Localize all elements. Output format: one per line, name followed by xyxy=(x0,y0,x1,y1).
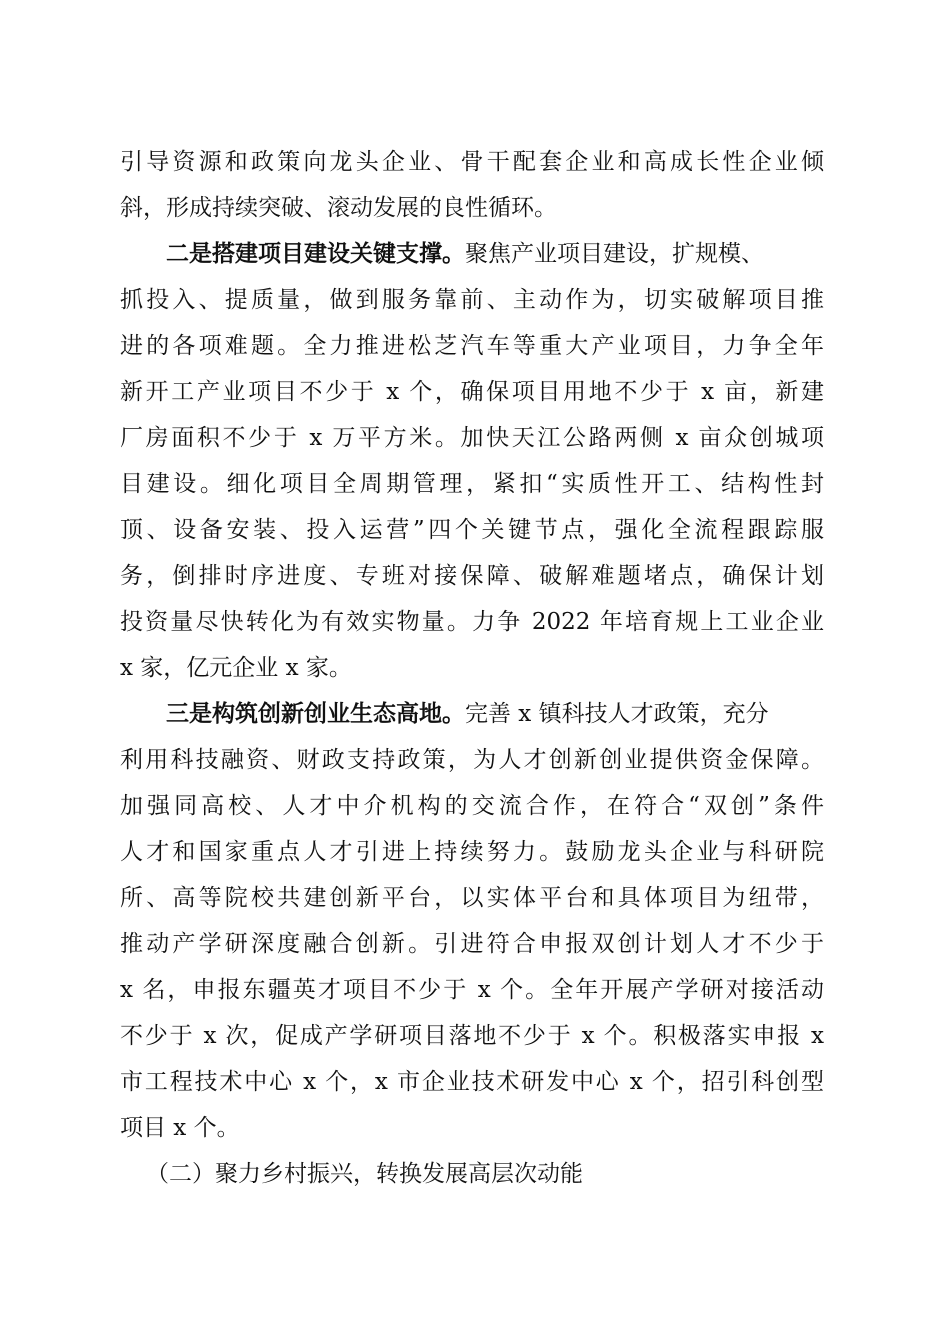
paragraph-2-line: 顶、设备安装、投入运营”四个关键节点，强化全流程跟踪服 xyxy=(120,517,824,543)
paragraph-2-line: 厂房面积不少于 x 万平方米。加快天江公路两侧 x 亩众创城项 xyxy=(120,425,824,451)
paragraph-2-first-line-text: 聚焦产业项目建设，扩规模、 xyxy=(465,241,764,267)
paragraph-2-line: 投资量尽快转化为有效实物量。力争 2022 年培育规上工业企业 xyxy=(120,609,824,635)
paragraph-3-line: 人才和国家重点人才引进上持续努力。鼓励龙头企业与科研院 xyxy=(120,839,824,865)
section-heading: （二）聚力乡村振兴，转换发展高层次动能 xyxy=(146,1161,583,1187)
paragraph-3-first-line xyxy=(166,691,769,737)
paragraph-1-line-2: 斜，形成持续突破、滚动发展的良性循环。 xyxy=(120,195,557,221)
paragraph-2-first-line xyxy=(166,231,764,277)
paragraph-3-line: 项目 x 个。 xyxy=(120,1115,240,1141)
paragraph-3-line: 不少于 x 次，促成产学研项目落地不少于 x 个。积极落实申报 x xyxy=(120,1023,824,1049)
paragraph-3-line: 所、高等院校共建创新平台，以实体平台和具体项目为纽带， xyxy=(120,885,824,911)
paragraph-2-line: x 家，亿元企业 x 家。 xyxy=(120,655,352,681)
paragraph-2-heading: 二是搭建项目建设关键支撑。 xyxy=(166,240,465,267)
paragraph-3-heading: 三是构筑创新创业生态高地。 xyxy=(166,700,465,727)
paragraph-2-line: 新开工产业项目不少于 x 个，确保项目用地不少于 x 亩，新建 xyxy=(120,379,824,405)
paragraph-2-line: 抓投入、提质量，做到服务靠前、主动作为，切实破解项目推 xyxy=(120,287,824,313)
paragraph-3-line: 市工程技术中心 x 个，x 市企业技术研发中心 x 个，招引科创型 xyxy=(120,1069,824,1095)
paragraph-2-line: 进的各项难题。全力推进松芝汽车等重大产业项目，力争全年 xyxy=(120,333,824,359)
paragraph-2-line: 务，倒排时序进度、专班对接保障、破解难题堵点，确保计划 xyxy=(120,563,824,589)
paragraph-3-line: x 名，申报东疆英才项目不少于 x 个。全年开展产学研对接活动 xyxy=(120,977,824,1003)
paragraph-1-line-1: 引导资源和政策向龙头企业、骨干配套企业和高成长性企业倾 xyxy=(120,149,824,175)
paragraph-3-line: 加强同高校、人才中介机构的交流合作，在符合“双创”条件 xyxy=(120,793,824,819)
paragraph-3-line: 利用科技融资、财政支持政策，为人才创新创业提供资金保障。 xyxy=(120,747,824,773)
paragraph-2-line: 目建设。细化项目全周期管理，紧扣“实质性开工、结构性封 xyxy=(120,471,824,497)
paragraph-3-line: 推动产学研深度融合创新。引进符合申报双创计划人才不少于 xyxy=(120,931,824,957)
paragraph-3-first-line-text: 完善 x 镇科技人才政策，充分 xyxy=(465,701,769,727)
